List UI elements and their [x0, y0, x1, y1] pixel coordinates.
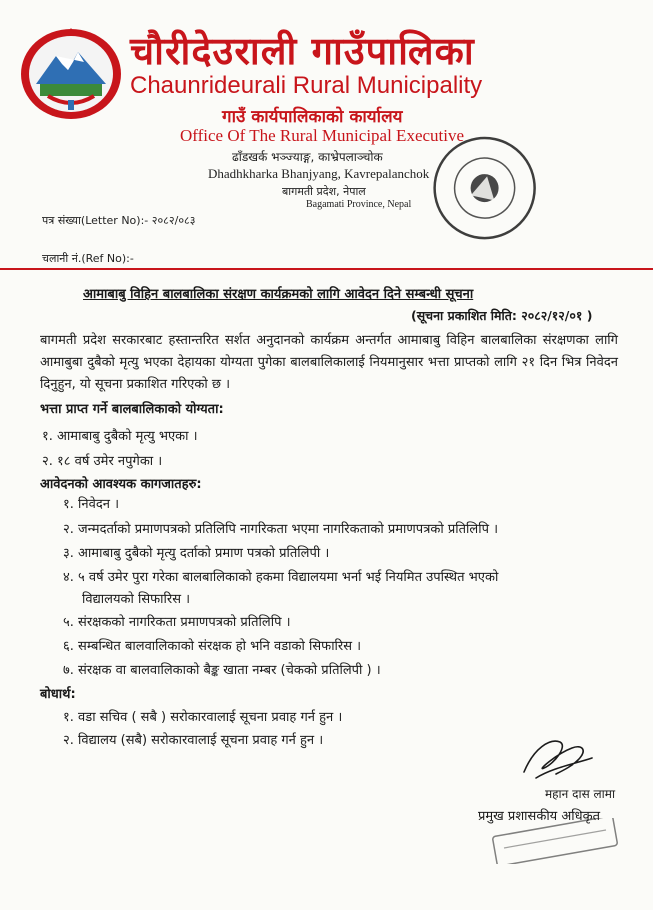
- province-en: Bagamati Province, Nepal: [306, 199, 412, 210]
- office-round-stamp: [417, 122, 551, 261]
- signatory-post: प्रमुख प्रशासकीय अधिकृत: [478, 809, 601, 824]
- municipality-name-np: चौरीदेउराली गाउँपालिका: [130, 29, 475, 73]
- letter-number: पत्र संख्या(Letter No):- २०८२/०८३: [42, 214, 196, 227]
- notice-title: आमाबाबु विहिन बालबालिका संरक्षण कार्यक्रमको लागि आवेदन दिने सम्बन्धी सूचना: [83, 287, 474, 302]
- address-en: Dhadhkharka Bhanjyang, Kavrepalanchok: [208, 166, 430, 181]
- signature: [516, 728, 598, 784]
- office-name-en: Office Of The Rural Municipal Executive: [180, 126, 465, 145]
- office-name-np: गाउँ कार्यपालिकाको कार्यालय: [222, 107, 403, 127]
- cc-heading: बोधार्थ:: [40, 687, 76, 702]
- eligibility-item: १. आमाबाबु दुबैको मृत्यु भएका ।: [42, 429, 198, 444]
- document-item-continued: विद्यालयको सिफारिस ।: [82, 592, 191, 607]
- eligibility-heading: भत्ता प्राप्त गर्ने बालबालिकाको योग्यता:: [40, 402, 224, 417]
- document-item: ४. ५ वर्ष उमेर पुरा गरेका बालबालिकाको हकमा विद्यालयमा भर्ना भई नियमित उपस्थित भएको: [63, 570, 499, 585]
- signatory-name: महान दास लामा: [545, 787, 616, 801]
- publication-date: (सूचना प्रकाशित मिति: २०८२/१२/०१ ): [411, 308, 593, 323]
- documents-heading: आवेदनको आवश्यक कागजातहरु:: [40, 477, 202, 492]
- municipality-emblem: [18, 26, 124, 122]
- municipality-name-en: Chaunrideurali Rural Municipality: [130, 72, 483, 99]
- province-np: बागमती प्रदेश, नेपाल: [282, 185, 366, 198]
- document-item: ७. संरक्षक वा बालवालिकाको बैङ्क खाता नम्बर (चेकको प्रतिलिपी ) ।: [63, 663, 381, 678]
- address-np: ढाँडखर्क भञ्ज्याङ्ग, काभ्रेपलाञ्चोक: [232, 150, 383, 164]
- reference-number: चलानी नं.(Ref No):-: [42, 252, 134, 265]
- eligibility-item: २. १८ वर्ष उमेर नपुगेका ।: [42, 454, 163, 469]
- document-item: ५. संरक्षकको नागरिकता प्रमाणपत्रको प्रतिलिपि ।: [63, 615, 291, 630]
- cc-item: २. विद्यालय (सबै) सरोकारवालाई सूचना प्रवाह गर्न हुन ।: [63, 733, 324, 748]
- header-divider: [0, 268, 653, 270]
- document-item: ३. आमाबाबु दुबैको मृत्यु दर्ताको प्रमाण पत्रको प्रतिलिपी ।: [63, 546, 330, 561]
- notice-body: बागमती प्रदेश सरकारबाट हस्तान्तरित सर्शत अनुदानको कार्यक्रम अन्तर्गत आमाबाबु विहिन बालबालिका संरक्षणका लागि आमाबुबा दुबैको मृत्यु भएका देहायका योग्यता पुगेका बालबालिकालाई नियमानुसार भत्ता प्राप्तको लागि २१ दिन भित्र निवेदन दिनुहुन, यो सूचना प्रकाशित गरिएको छ ।: [40, 333, 618, 392]
- document-item: १. निवेदन ।: [63, 497, 120, 512]
- document-item: २. जन्मदर्ताको प्रमाणपत्रको प्रतिलिपि नागरिकता भएमा नागरिकताको प्रमाणपत्रको प्रतिलिपि ।: [63, 522, 499, 537]
- officer-stamp: [490, 818, 620, 864]
- document-item: ६. सम्बन्धित बालवालिकाको संरक्षक हो भनि वडाको सिफारिस ।: [63, 639, 362, 654]
- cc-item: १. वडा सचिव ( सबै ) सरोकारवालाई सूचना प्रवाह गर्न हुन ।: [63, 710, 343, 725]
